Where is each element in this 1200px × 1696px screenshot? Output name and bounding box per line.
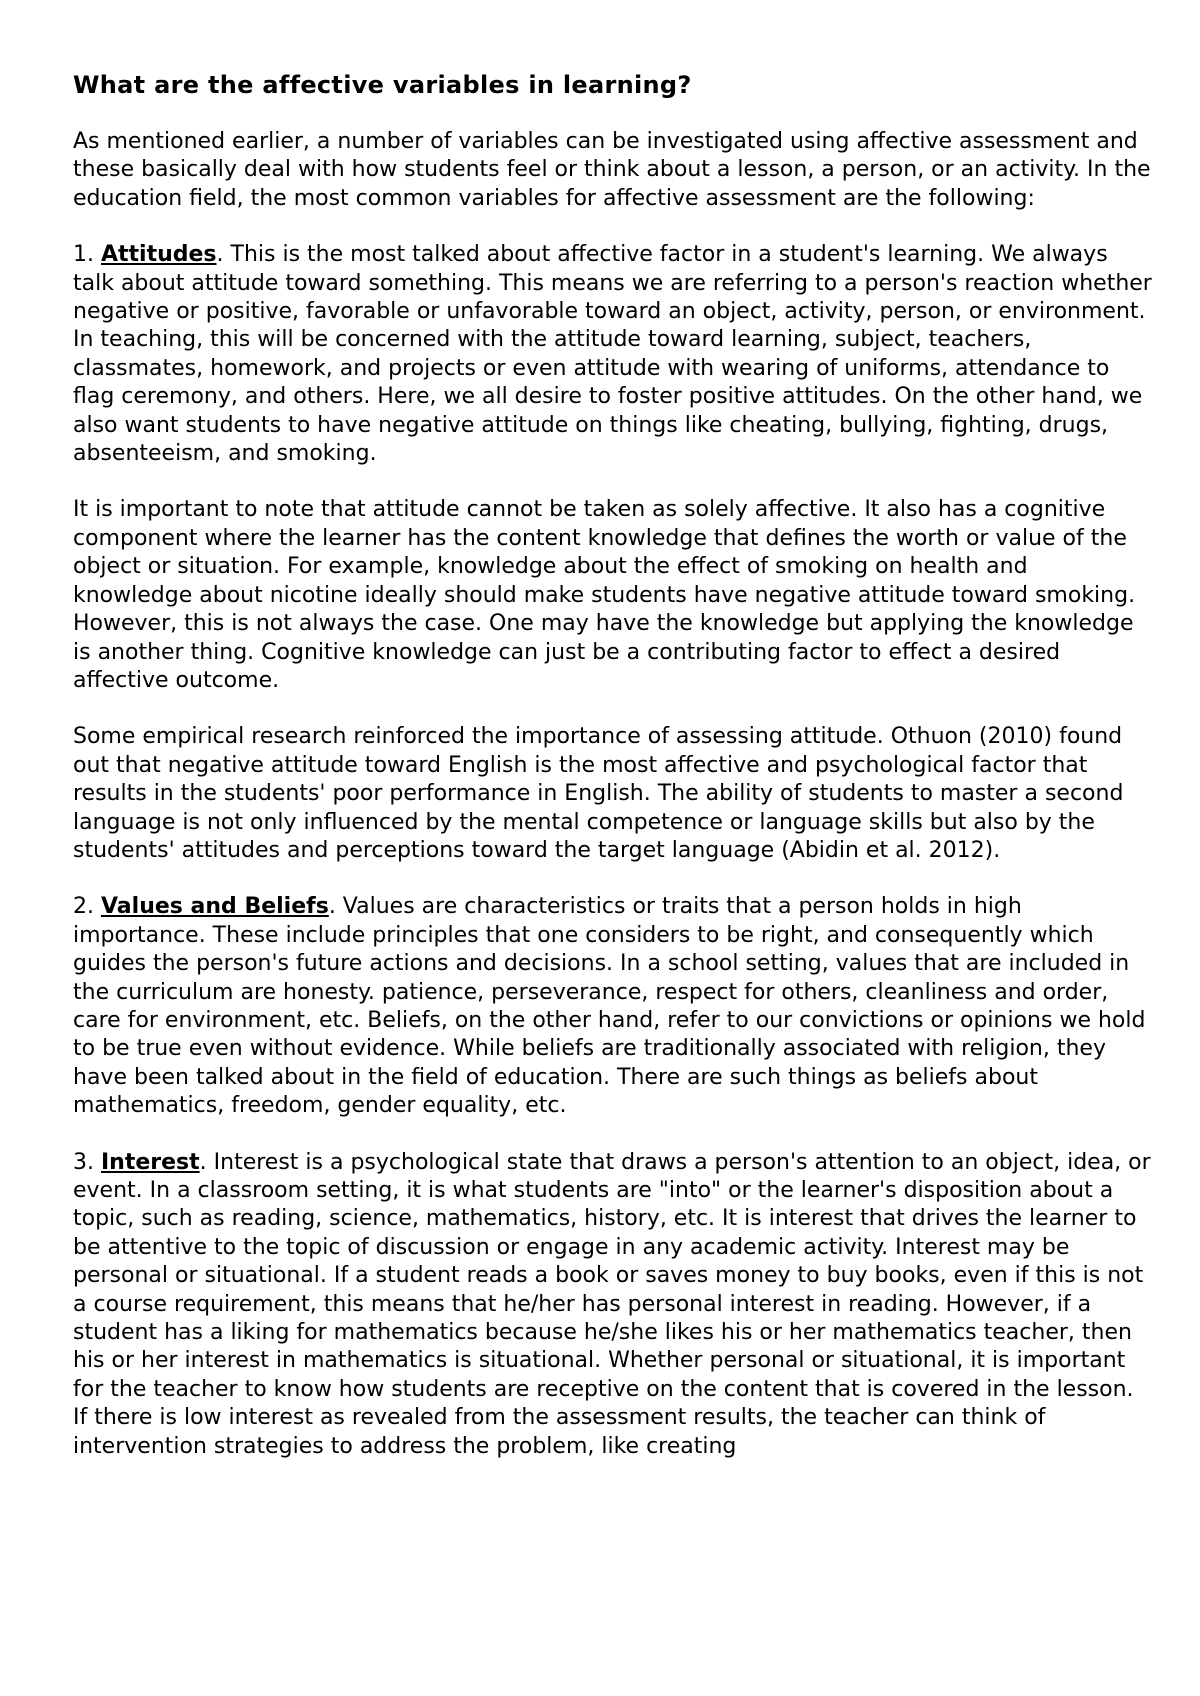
section-text: . Interest is a psychological state that draws a person's attention to an object, idea, or event. In a classroom setting, it is what students are "into" or the learner's disposition about a topic, such as reading, science, mathematics, history, etc. It is interest that drives the learner to be attentive to the topic of discussion or engage in any academic activity. Interest may be personal or situational. If a student reads a book or saves money to buy books, even if this is not a course requirement, this means that he/her has personal interest in reading. However, if a student has a liking for mathematics because he/she likes his or her mathematics teacher, then his or her interest in mathematics is situational. Whether personal or situational, it is important for the teacher to know how students are receptive on the content that is covered in the lesson. If there is low interest as revealed from the assessment results, the teacher can think of intervention strategies to address the problem, like creating bbox=[73, 1149, 1151, 1459]
term-interest: Interest bbox=[100, 1149, 200, 1175]
document-title: What are the affective variables in learning? bbox=[73, 71, 692, 99]
intro-paragraph: As mentioned earlier, a number of variables can be investigated using affective assessment and these basically deal with how students feel or think about a lesson, a person, or an activity. In the education field, the most common variables for affective assessment are the following: bbox=[73, 129, 1151, 211]
section-number: 2. bbox=[73, 894, 101, 920]
section-text: . Values are characteristics or traits that a person holds in high importance. These include principles that one considers to be right, and consequently which guides the person's future actions and decisions. In a school setting, values that are included in the curriculum are honesty. patience, perseverance, respect for others, cleanliness and order, care for environment, etc. Beliefs, on the other hand, refer to our convictions or opinions we hold to be true even without evidence. While beliefs are traditionally associated with religion, they have been talked about in the field of education. There are such things as beliefs about mathematics, freedom, gender equality, etc. bbox=[73, 894, 1146, 1119]
section-values-paragraph bbox=[73, 893, 1153, 1120]
term-attitudes: Attitudes bbox=[100, 242, 217, 268]
section-attitudes-paragraph bbox=[73, 241, 1153, 468]
attitude-research-paragraph: Some empirical research reinforced the importance of assessing attitude. Othuon (2010) found out that negative attitude toward English is the most affective and psychological factor that results in the students' poor performance in English. The ability of students to master a second language is not only influenced by the mental competence or language skills but also by the students' attitudes and perceptions toward the target language (Abidin et al. 2012). bbox=[73, 724, 1124, 863]
section-interest-paragraph bbox=[73, 1149, 1153, 1461]
term-values-and-beliefs: Values and Beliefs bbox=[100, 894, 329, 920]
section-number: 3. bbox=[73, 1149, 101, 1175]
document-page bbox=[73, 70, 1153, 1489]
section-text: . This is the most talked about affective factor in a student's learning. We always talk about attitude toward something. This means we are referring to a person's reaction whether negative or positive, favorable or unfavorable toward an object, activity, person, or environment. In teaching, this will be concerned with the attitude toward learning, subject, teachers, classmates, homework, and projects or even attitude with wearing of uniforms, attendance to flag ceremony, and others. Here, we all desire to foster positive attitudes. On the other hand, we also want students to have negative attitude on things like cheating, bullying, fighting, drugs, absenteeism, and smoking. bbox=[73, 242, 1152, 467]
section-number: 1. bbox=[73, 242, 101, 268]
attitude-cognitive-paragraph: It is important to note that attitude cannot be taken as solely affective. It also has a cognitive component where the learner has the content knowledge that defines the worth or value of the object or situation. For example, knowledge about the effect of smoking on health and knowledge about nicotine ideally should make students have negative attitude toward smoking. However, this is not always the case. One may have the knowledge but applying the knowledge is another thing. Cognitive knowledge can just be a contributing factor to effect a desired affective outcome. bbox=[73, 497, 1136, 693]
